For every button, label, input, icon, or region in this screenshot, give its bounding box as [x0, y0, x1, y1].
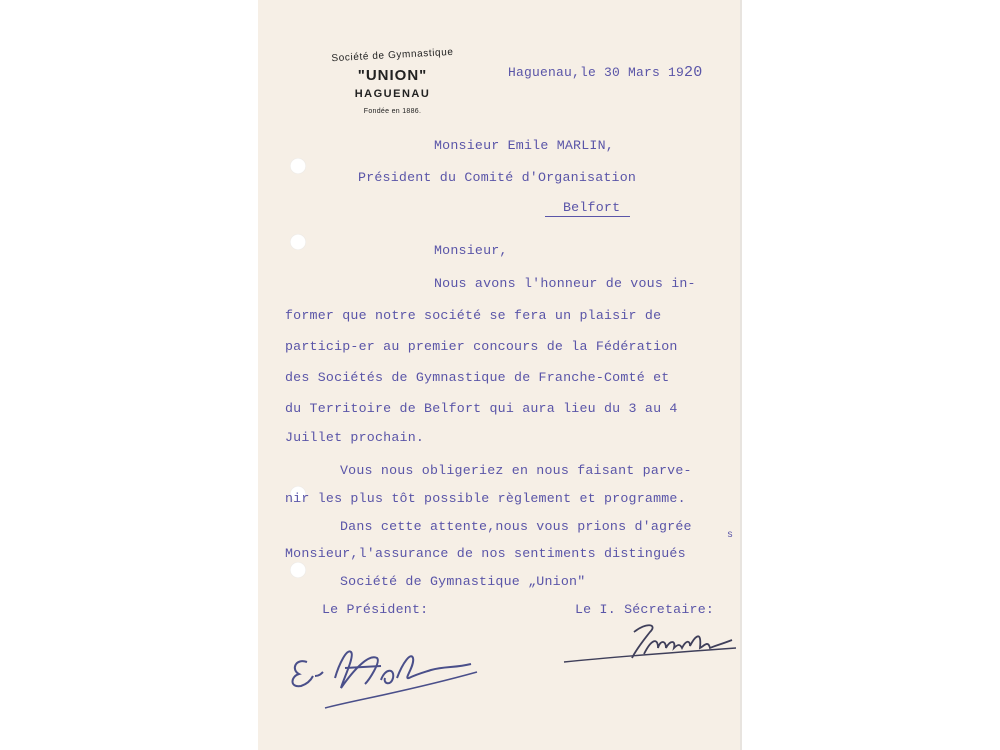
letterhead-city: HAGUENAU	[354, 88, 431, 100]
address-line-2: Président du Comité d'Organisation	[358, 170, 637, 185]
body-line: Juillet prochain.	[285, 430, 425, 445]
president-label: Le Président:	[322, 602, 429, 617]
letter-date	[508, 64, 702, 81]
body-line-correction: s	[727, 530, 734, 541]
punch-hole	[290, 562, 306, 578]
date-year: 20	[684, 64, 703, 81]
closing-society: Société de Gymnastique „Union"	[340, 574, 586, 589]
date-text: Haguenau,le 30 Mars 19	[508, 65, 685, 80]
secretary-label: Le I. Sécretaire:	[575, 602, 715, 617]
president-signature	[285, 628, 485, 718]
body-line: Dans cette attente,nous vous prions d'agrée	[340, 519, 692, 534]
letterhead-founded: Fondée en 1886.	[363, 108, 422, 115]
body-line: Nous avons l'honneur de vous in-	[434, 276, 696, 291]
body-line: du Territoire de Belfort qui aura lieu du 3 au 4	[285, 401, 678, 416]
address-line-1: Monsieur Emile MARLIN,	[434, 138, 614, 153]
address-line-3: Belfort	[545, 200, 630, 217]
body-line: Vous nous obligeriez en nous faisant parve-	[340, 463, 692, 478]
body-line: particip-er au premier concours de la Fédération	[285, 339, 678, 354]
letterhead-society: Société de Gymnastique	[331, 46, 454, 65]
body-line: Monsieur,l'assurance de nos sentiments distingués	[285, 546, 686, 561]
punch-hole	[290, 158, 306, 174]
letterhead-name: "UNION"	[357, 67, 428, 84]
salutation: Monsieur,	[434, 243, 508, 258]
body-line: nir les plus tôt possible règlement et programme.	[285, 491, 686, 506]
letterhead	[295, 48, 490, 115]
secretary-signature	[562, 618, 742, 678]
punch-hole	[290, 234, 306, 250]
body-line: former que notre société se fera un plaisir de	[285, 308, 662, 323]
body-line: des Sociétés de Gymnastique de Franche-Comté et	[285, 370, 670, 385]
